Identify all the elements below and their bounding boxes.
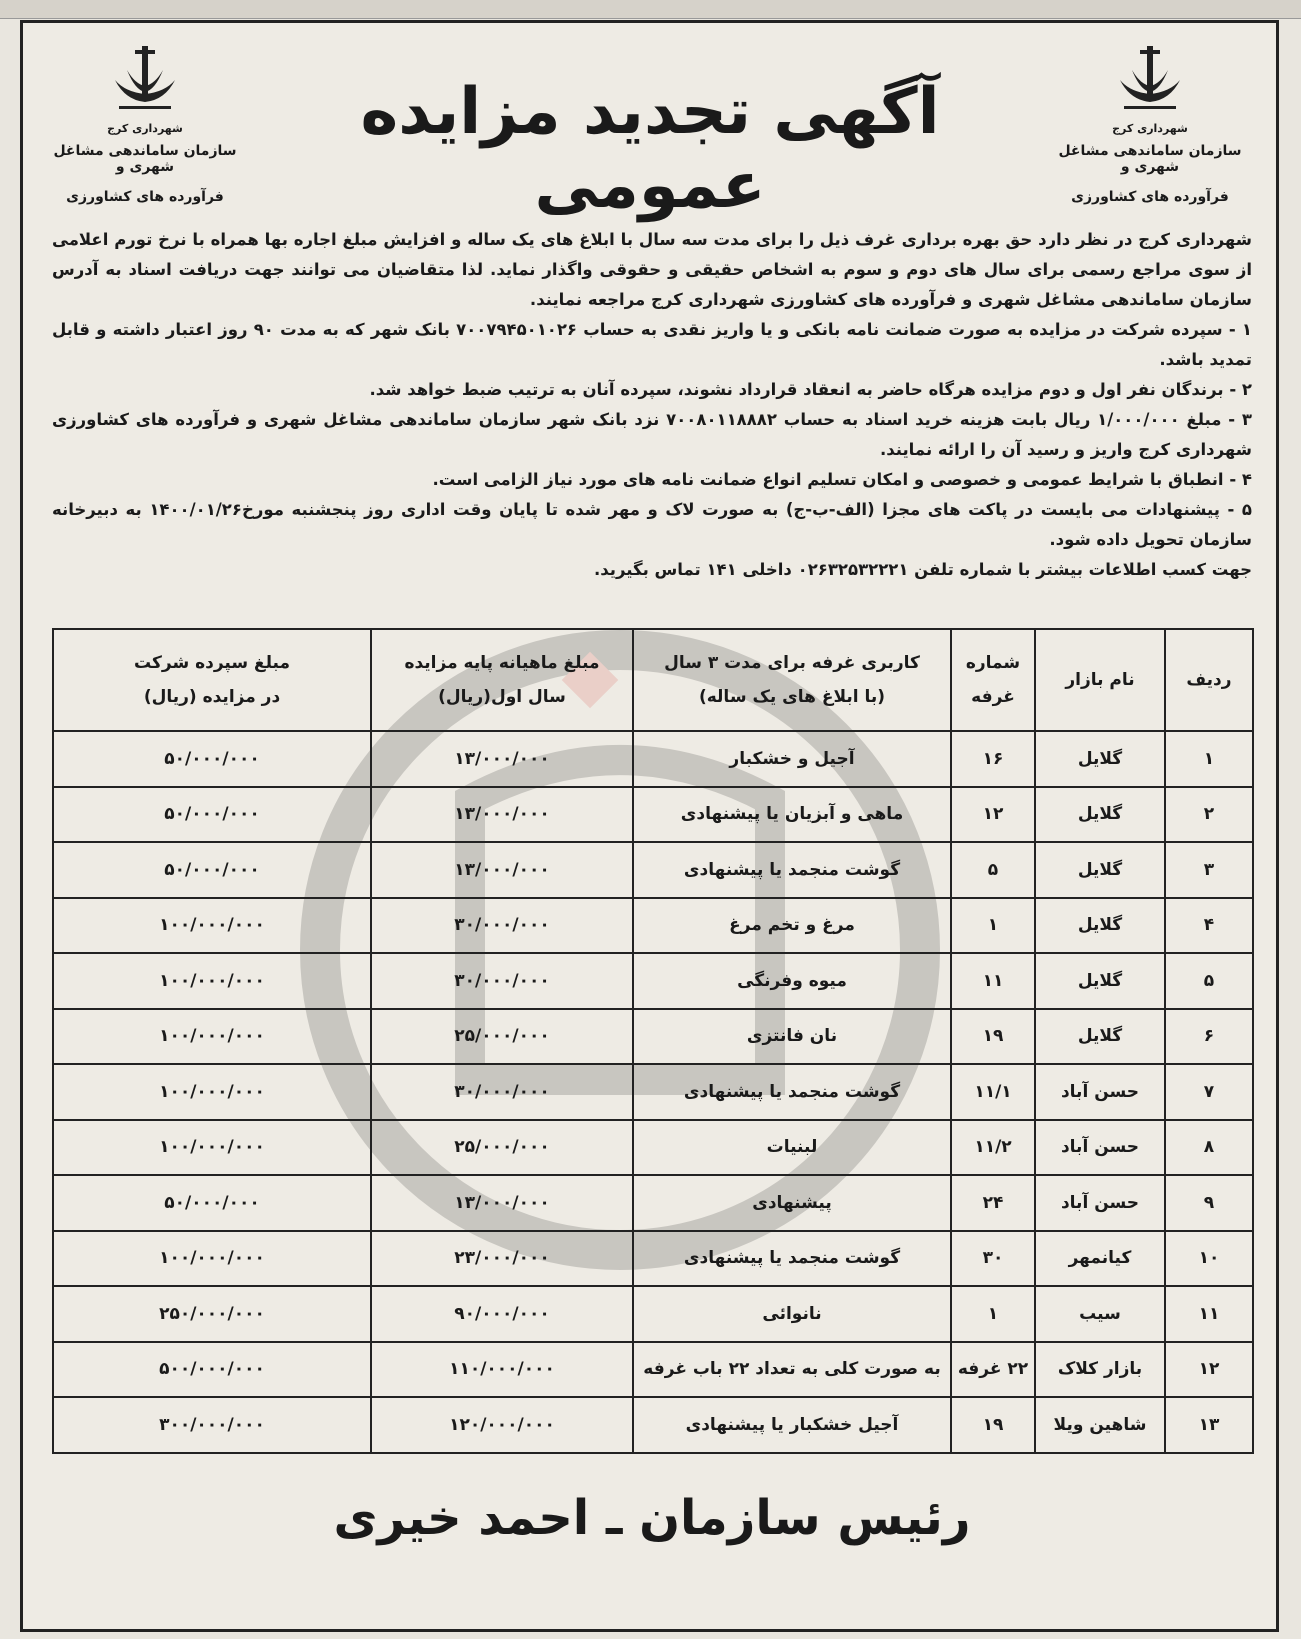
cell-use: آجیل خشکبار یا پیشنهادی [633,1397,951,1453]
cell-market: گلایل [1035,1009,1165,1065]
cell-deposit: ۱۰۰/۰۰۰/۰۰۰ [53,1231,371,1287]
cell-base-price: ۱۳/۰۰۰/۰۰۰ [371,787,633,843]
cell-base-price: ۱۳/۰۰۰/۰۰۰ [371,731,633,787]
cell-booth: ۱ [951,898,1035,954]
cell-deposit: ۵۰/۰۰۰/۰۰۰ [53,731,371,787]
header-market-name: نام بازار [1035,629,1165,731]
cell-booth: ۱۶ [951,731,1035,787]
cell-use: ماهی و آبزیان یا پیشنهادی [633,787,951,843]
cell-row-number: ۱۲ [1165,1342,1253,1398]
condition-item-3: ۳ - مبلغ ۱/۰۰۰/۰۰۰ ریال بابت هزینه خرید اسناد به حساب ۷۰۰۸۰۱۱۸۸۸۲ نزد بانک شهر سازمان ساماندهی مشاغل شهری و فرآورده های کشاورزی شهرداری کرج واریز و رسید آن را ارائه نمایند. [52,410,1252,459]
cell-use: گوشت منجمد یا پیشنهادی [633,842,951,898]
cell-use: لبنیات [633,1120,951,1176]
cell-deposit: ۵۰۰/۰۰۰/۰۰۰ [53,1342,371,1398]
table-row [53,1231,1253,1287]
header-deposit-line2: در مزایده (ریال) [143,687,281,707]
cell-base-price: ۲۳/۰۰۰/۰۰۰ [371,1231,633,1287]
logo-block-right [1040,40,1260,205]
cell-booth: ۲۴ [951,1175,1035,1231]
condition-item-2: ۲ - برندگان نفر اول و دوم مزایده هرگاه حاضر به انعقاد قرارداد نشوند، سپرده آنان به ترتیب ضبط خواهد شد. [369,380,1252,399]
header-booth-use [633,629,951,731]
cell-market: حسن آباد [1035,1120,1165,1176]
table-row [53,1175,1253,1231]
auction-table [52,628,1254,1454]
header-booth-use-line1: کاربری غرفه برای مدت ۳ سال [664,653,920,673]
condition-item-1: ۱ - سپرده شرکت در مزایده به صورت ضمانت نامه بانکی و یا واریز نقدی به حساب ۷۰۰۷۹۴۵۰۱۰۲۶ بانک شهر که به مدت ۹۰ روز اعتبار داشته و قابل تمدید باشد. [52,320,1252,369]
cell-deposit: ۲۵۰/۰۰۰/۰۰۰ [53,1286,371,1342]
table-row [53,1120,1253,1176]
cell-base-price: ۹۰/۰۰۰/۰۰۰ [371,1286,633,1342]
cell-market: بازار کلاک [1035,1342,1165,1398]
cell-use: پیشنهادی [633,1175,951,1231]
cell-market: شاهین ویلا [1035,1397,1165,1453]
cell-row-number: ۱۱ [1165,1286,1253,1342]
municipality-emblem-icon [1110,40,1190,120]
cell-booth: ۱۱ [951,953,1035,1009]
table-row [53,842,1253,898]
cell-base-price: ۳۰/۰۰۰/۰۰۰ [371,1064,633,1120]
table-row [53,1009,1253,1065]
cell-row-number: ۶ [1165,1009,1253,1065]
table-row [53,898,1253,954]
cell-deposit: ۱۰۰/۰۰۰/۰۰۰ [53,1120,371,1176]
cell-base-price: ۲۵/۰۰۰/۰۰۰ [371,1120,633,1176]
cell-row-number: ۸ [1165,1120,1253,1176]
org-name-line2: فرآورده های کشاورزی [1071,189,1229,205]
table-row [53,953,1253,1009]
cell-row-number: ۵ [1165,953,1253,1009]
header-booth-number-line2: غرفه [971,687,1015,707]
table-header-row [53,629,1253,731]
org-name-line2: فرآورده های کشاورزی [66,189,224,205]
cell-row-number: ۷ [1165,1064,1253,1120]
header-base-price-line1: مبلغ ماهیانه پایه مزایده [404,653,600,673]
cell-row-number: ۱۳ [1165,1397,1253,1453]
cell-base-price: ۱۲۰/۰۰۰/۰۰۰ [371,1397,633,1453]
cell-market: کیانمهر [1035,1231,1165,1287]
page-title: آگهی تجدید مزایده عمومی [360,75,940,223]
cell-use: نانوائی [633,1286,951,1342]
cell-deposit: ۵۰/۰۰۰/۰۰۰ [53,787,371,843]
cell-base-price: ۳۰/۰۰۰/۰۰۰ [371,953,633,1009]
cell-market: حسن آباد [1035,1064,1165,1120]
cell-booth: ۵ [951,842,1035,898]
cell-market: گلایل [1035,731,1165,787]
cell-booth: ۳۰ [951,1231,1035,1287]
cell-use: گوشت منجمد یا پیشنهادی [633,1231,951,1287]
header-base-price-line2: سال اول(ریال) [438,687,566,707]
cell-booth: ۲۲ غرفه [951,1342,1035,1398]
cell-row-number: ۹ [1165,1175,1253,1231]
cell-deposit: ۳۰۰/۰۰۰/۰۰۰ [53,1397,371,1453]
header-row-number: ردیف [1165,629,1253,731]
intro-paragraph: شهرداری کرج در نظر دارد حق بهره برداری غرف ذیل را برای مدت سه سال با ابلاغ های یک ساله و افزایش مبلغ اجاره بها همراه با نرخ تورم اعلامی از سوی مراجع رسمی برای سال های دوم و سوم به اشخاص حقیقی و حقوقی واگذار نماید. لذا متقاضیان می توانند جهت دریافت اسناد به آدرس سازمان ساماندهی مشاغل شهری و فرآورده های کشاورزی شهرداری کرج مراجعه نمایند. [52,230,1252,309]
cell-use: به صورت کلی به تعداد ۲۲ باب غرفه [633,1342,951,1398]
cell-booth: ۱ [951,1286,1035,1342]
cell-booth: ۱۱/۱ [951,1064,1035,1120]
header-booth-number [951,629,1035,731]
table-row [53,787,1253,843]
cell-row-number: ۳ [1165,842,1253,898]
contact-line: جهت کسب اطلاعات بیشتر با شماره تلفن ۰۲۶۳۲۵۳۲۲۲۱ داخلی ۱۴۱ تماس بگیرید. [593,560,1252,579]
cell-row-number: ۱ [1165,731,1253,787]
condition-item-4: ۴ - انطباق با شرایط عمومی و خصوصی و امکان تسلیم انواع ضمانت نامه های مورد نیاز الزامی است. [432,470,1252,489]
cell-use: نان فانتزی [633,1009,951,1065]
municipality-name: شهرداری کرج [107,122,183,135]
cell-deposit: ۱۰۰/۰۰۰/۰۰۰ [53,898,371,954]
cell-base-price: ۲۵/۰۰۰/۰۰۰ [371,1009,633,1065]
header-booth-number-line1: شماره [965,653,1021,673]
cell-booth: ۱۹ [951,1009,1035,1065]
cell-base-price: ۱۳/۰۰۰/۰۰۰ [371,1175,633,1231]
cell-market: گلایل [1035,898,1165,954]
cell-base-price: ۳۰/۰۰۰/۰۰۰ [371,898,633,954]
cell-deposit: ۱۰۰/۰۰۰/۰۰۰ [53,1009,371,1065]
cell-deposit: ۱۰۰/۰۰۰/۰۰۰ [53,1064,371,1120]
cell-use: میوه وفرنگی [633,953,951,1009]
cell-row-number: ۴ [1165,898,1253,954]
header-deposit-line1: مبلغ سپرده شرکت [133,653,291,673]
cell-use: مرغ و تخم مرغ [633,898,951,954]
cell-market: گلایل [1035,787,1165,843]
header-booth-use-line2: (با ابلاغ های یک ساله) [698,687,886,707]
table-row [53,731,1253,787]
cell-base-price: ۱۱۰/۰۰۰/۰۰۰ [371,1342,633,1398]
cell-deposit: ۵۰/۰۰۰/۰۰۰ [53,842,371,898]
condition-item-5: ۵ - پیشنهادات می بایست در پاکت های مجزا (الف-ب-ج) به صورت لاک و مهر شده تا پایان وقت اداری روز پنجشنبه مورخ۱۴۰۰/۰۱/۲۶ به دبیرخانه سازمان تحویل داده شود. [52,500,1252,549]
notice-body [52,225,1252,585]
cell-deposit: ۱۰۰/۰۰۰/۰۰۰ [53,953,371,1009]
table-row [53,1397,1253,1453]
cell-booth: ۱۱/۲ [951,1120,1035,1176]
logo-block-left [35,40,255,205]
cell-market: سیب [1035,1286,1165,1342]
cell-booth: ۱۹ [951,1397,1035,1453]
org-name-line1: سازمان ساماندهی مشاغل شهری و [53,143,237,175]
cell-row-number: ۲ [1165,787,1253,843]
municipality-name: شهرداری کرج [1112,122,1188,135]
cell-deposit: ۵۰/۰۰۰/۰۰۰ [53,1175,371,1231]
cell-booth: ۱۲ [951,787,1035,843]
org-name-line1: سازمان ساماندهی مشاغل شهری و [1058,143,1242,175]
page-top-strip [0,0,1301,19]
municipality-emblem-icon [105,40,185,120]
cell-market: حسن آباد [1035,1175,1165,1231]
signature: رئیس سازمان ـ احمد خیری [333,1490,971,1546]
cell-use: آجیل و خشکبار [633,731,951,787]
table-row [53,1286,1253,1342]
cell-row-number: ۱۰ [1165,1231,1253,1287]
cell-market: گلایل [1035,842,1165,898]
header-base-price [371,629,633,731]
table-row [53,1342,1253,1398]
table-row [53,1064,1253,1120]
cell-use: گوشت منجمد یا پیشنهادی [633,1064,951,1120]
cell-base-price: ۱۳/۰۰۰/۰۰۰ [371,842,633,898]
cell-market: گلایل [1035,953,1165,1009]
header-deposit [53,629,371,731]
